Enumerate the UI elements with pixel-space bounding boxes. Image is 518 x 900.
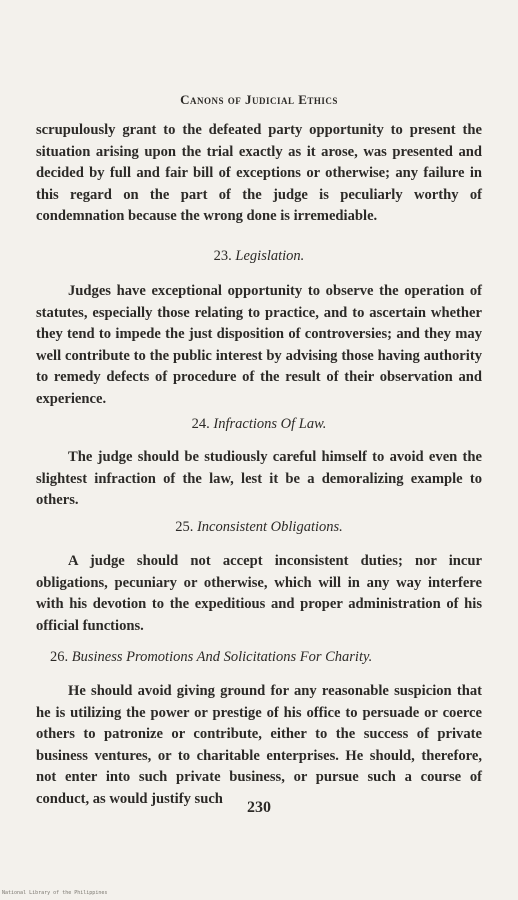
section-body-25: A judge should not accept inconsistent duties; nor incur obligations, pecuniary or otherwise, which will in any way interfere with his devotion to the expeditious and proper administration of his official functions. (36, 553, 482, 634)
library-footer: National Library of the Philippines (2, 890, 108, 896)
page-number: 230 (247, 799, 271, 816)
section-heading-26 (50, 649, 510, 666)
section-title: Legislation. (235, 248, 305, 264)
section-body-24: The judge should be studiously careful himself to avoid even the slightest infraction of the law, lest it be a demoralizing example to others. (36, 449, 482, 509)
continuation-paragraph: scrupulously grant to the defeated party opportunity to present the situation arising upon the trial exactly as it arose, was presented and decided by full and fair bill of exceptions or otherwise; any failure in this regard on the part of the judge is peculiarly worthy of condemnation because the wrong done is irremediable. (36, 122, 482, 225)
running-head: Canons of Judicial Ethics (180, 92, 338, 107)
section-number: 23. (213, 248, 232, 264)
section-heading-23 (0, 248, 518, 265)
section-body-23: Judges have exceptional opportunity to observe the operation of statutes, especially those relating to practice, and to ascertain whether they tend to impede the just disposition of controversies; and they may well contribute to the public interest by advising those having authority to remedy defects of procedure of the result of their observation and experience. (36, 283, 482, 407)
section-number: 24. (191, 416, 210, 432)
section-title: Infractions Of Law. (213, 416, 327, 432)
section-body-26: He should avoid giving ground for any reasonable suspicion that he is utilizing the power or prestige of his office to persuade or coerce others to patronize or contribute, either to the success of private business ventures, or to charitable enterprises. He should, therefore, not enter into such private business, or pursue such a course of conduct, as would justify such (36, 683, 482, 807)
section-heading-25 (0, 519, 518, 536)
section-title: Business Promotions And Solicitations For Charity. (71, 649, 373, 665)
section-title: Inconsistent Obligations. (196, 519, 343, 535)
section-heading-24 (0, 416, 518, 433)
section-number: 25. (175, 519, 194, 535)
section-number: 26. (50, 649, 69, 665)
